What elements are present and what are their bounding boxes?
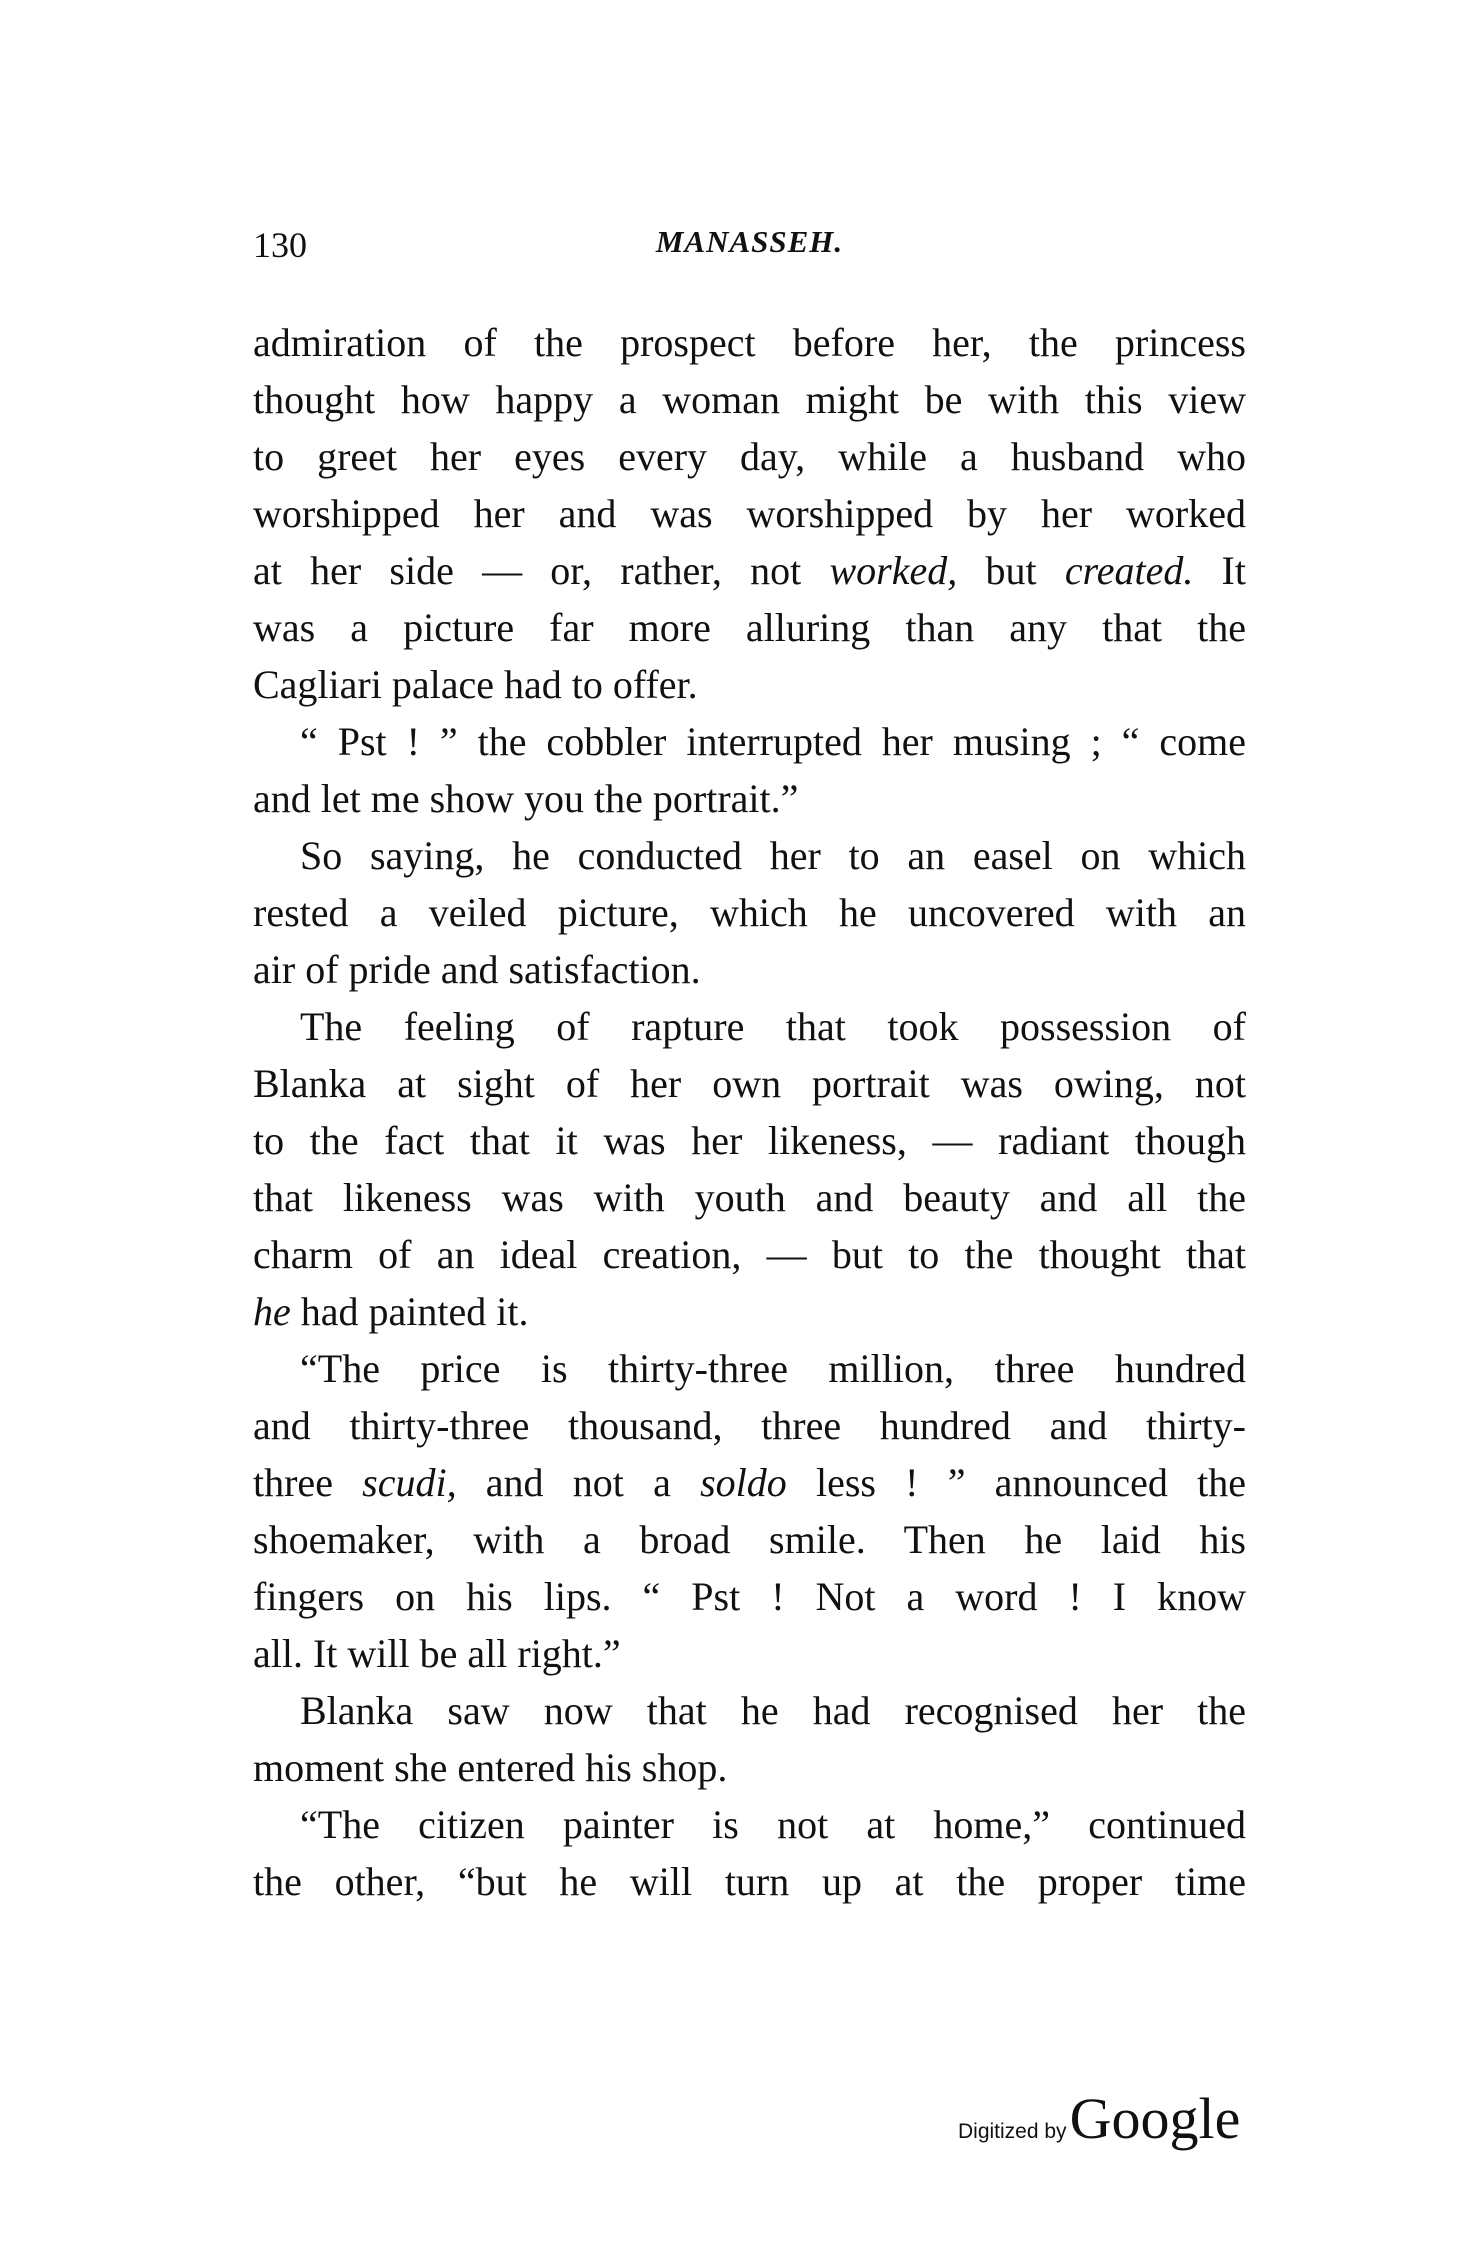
text-segment: and thirty-three thousand, three hundred and thirty- [253,1403,1246,1448]
page-body-text [253,314,1246,1910]
text-line [253,1511,1246,1568]
running-header [253,224,1246,274]
text-segment: Cagliari palace had to offer. [253,662,698,707]
text-line [253,884,1246,941]
text-segment: shoemaker, with a broad smile. Then he laid his [253,1517,1246,1562]
text-segment: fingers on his lips. “ Pst ! Not a word ! I know [253,1574,1246,1619]
text-segment: and not a [456,1460,701,1505]
italic-text: created. [1064,548,1194,593]
text-line [253,713,1246,770]
text-segment: thought how happy a woman might be with this view [253,377,1246,422]
google-logo-text: Google [1069,2086,1241,2151]
text-line [253,542,1246,599]
text-segment: It [1193,548,1246,593]
text-line [253,371,1246,428]
text-segment: Blanka saw now that he had recognised her the [300,1688,1246,1733]
text-segment: moment she entered his shop. [253,1745,728,1790]
text-line [253,656,1246,713]
text-segment: admiration of the prospect before her, the princess [253,320,1246,365]
text-line [253,1853,1246,1910]
text-segment: air of pride and satisfaction. [253,947,701,992]
text-line [253,941,1246,998]
text-segment: the other, “but he will turn up at the proper time [253,1859,1246,1904]
text-segment: “The citizen painter is not at home,” continued [300,1802,1246,1847]
text-segment: but [957,548,1065,593]
italic-text: soldo [700,1460,787,1505]
digitized-by-google-watermark [958,2085,1240,2152]
text-line [253,1568,1246,1625]
text-line [253,1340,1246,1397]
text-segment: at her side — or, rather, not [253,548,830,593]
text-segment: and let me show you the portrait.” [253,776,799,821]
text-line [253,1055,1246,1112]
text-segment: The feeling of rapture that took possession of [300,1004,1246,1049]
text-line [253,1454,1246,1511]
text-line [253,428,1246,485]
text-segment: that likeness was with youth and beauty and all the [253,1175,1246,1220]
text-segment: “ Pst ! ” the cobbler interrupted her musing ; “ come [300,719,1246,764]
text-segment: “The price is thirty-three million, three hundred [300,1346,1246,1391]
text-line [253,1796,1246,1853]
page-number: 130 [253,225,307,265]
text-line [253,1739,1246,1796]
text-line [253,998,1246,1055]
text-line [253,599,1246,656]
text-line [253,1397,1246,1454]
text-line [253,1169,1246,1226]
text-line [253,1283,1246,1340]
text-line [253,1226,1246,1283]
text-line [253,770,1246,827]
text-segment: charm of an ideal creation, — but to the thought that [253,1232,1246,1277]
text-segment: Blanka at sight of her own portrait was owing, not [253,1061,1246,1106]
text-segment: worshipped her and was worshipped by her worked [253,491,1246,536]
text-segment: to greet her eyes every day, while a husband who [253,434,1246,479]
text-segment: three [253,1460,363,1505]
text-line [253,485,1246,542]
italic-text: worked, [829,548,958,593]
text-segment: less ! ” announced the [786,1460,1247,1505]
text-line [253,1682,1246,1739]
text-line [253,1625,1246,1682]
text-line [253,827,1246,884]
running-title: MANASSEH. [655,224,844,259]
text-segment: was a picture far more alluring than any that the [253,605,1246,650]
text-segment: all. It will be all right.” [253,1631,621,1676]
text-line [253,314,1246,371]
text-segment: to the fact that it was her likeness, — radiant though [253,1118,1246,1163]
text-segment: rested a veiled picture, which he uncovered with an [253,890,1246,935]
italic-text: he [253,1289,291,1334]
text-segment: So saying, he conducted her to an easel on which [300,833,1246,878]
text-segment: had painted it. [290,1289,529,1334]
italic-text: scudi, [362,1460,457,1505]
digitized-by-label: Digitized by [958,2120,1067,2143]
text-line [253,1112,1246,1169]
